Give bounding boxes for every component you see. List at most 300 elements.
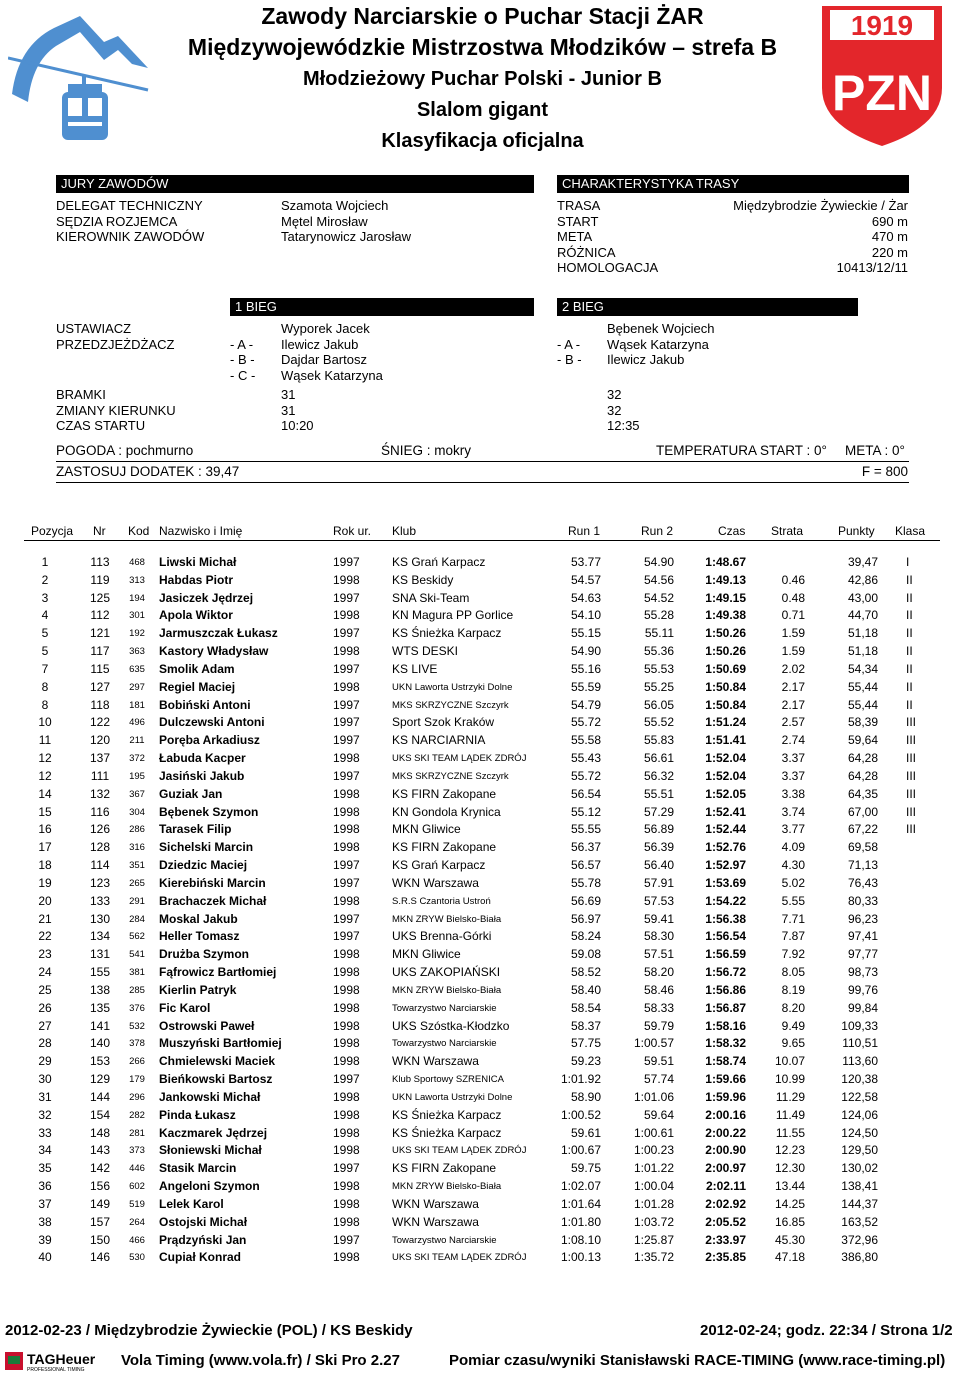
table-cell: 114 bbox=[90, 858, 110, 873]
table-cell: 1:56.54 bbox=[705, 929, 746, 944]
results-header bbox=[24, 522, 940, 541]
table-row bbox=[24, 661, 940, 679]
table-cell: 129,50 bbox=[841, 1143, 878, 1158]
table-cell: 54.10 bbox=[570, 608, 601, 623]
table-cell: 59.75 bbox=[570, 1161, 601, 1176]
table-cell: Ostojski Michał bbox=[159, 1214, 248, 1229]
table-cell: WKN Warszawa bbox=[392, 1214, 479, 1229]
run1-turns: 31 bbox=[281, 402, 296, 418]
table-cell: 115 bbox=[90, 661, 110, 676]
table-cell: 56.32 bbox=[643, 768, 674, 783]
table-cell: 51,18 bbox=[847, 644, 878, 659]
table-cell: 98,73 bbox=[847, 965, 878, 980]
table-cell: 1:54.22 bbox=[705, 893, 746, 908]
table-cell: 2:02.11 bbox=[705, 1179, 746, 1194]
table-cell: Lelek Karol bbox=[159, 1196, 224, 1211]
table-cell: 602 bbox=[129, 1181, 145, 1193]
table-cell: 1:50.84 bbox=[705, 697, 746, 712]
table-cell: 27 bbox=[38, 1018, 52, 1033]
table-cell: 55.53 bbox=[643, 661, 674, 676]
table-row bbox=[24, 750, 940, 768]
table-cell: 296 bbox=[129, 1091, 145, 1103]
table-cell: 155 bbox=[89, 965, 111, 980]
table-cell: Towarzystwo Narciarskie bbox=[392, 1234, 497, 1246]
table-cell: 55.72 bbox=[570, 768, 601, 783]
table-cell: 17 bbox=[38, 840, 52, 855]
table-cell: Liwski Michał bbox=[159, 555, 237, 569]
table-cell: II bbox=[906, 679, 913, 694]
table-cell: 1:00.67 bbox=[560, 1143, 601, 1158]
table-cell: 126 bbox=[89, 822, 111, 837]
table-cell: 156 bbox=[89, 1179, 111, 1194]
table-cell: 2:00.90 bbox=[705, 1143, 746, 1158]
table-cell: 1:52.76 bbox=[705, 840, 746, 855]
table-cell: 4.30 bbox=[781, 858, 805, 873]
table-cell: 373 bbox=[129, 1145, 145, 1157]
table-cell: 123 bbox=[89, 875, 111, 890]
table-cell: 363 bbox=[129, 646, 145, 658]
divider bbox=[56, 461, 909, 462]
table-cell: UKS Brenna-Górki bbox=[392, 929, 492, 944]
run1-setter: Wyporek Jacek bbox=[281, 321, 370, 336]
table-cell: 59.41 bbox=[643, 911, 674, 926]
table-cell: 55.51 bbox=[643, 786, 674, 801]
table-cell: 313 bbox=[129, 574, 145, 586]
table-cell: 130,02 bbox=[841, 1161, 878, 1176]
course-label-2: META bbox=[557, 229, 593, 244]
run2-setter: Bębenek Wojciech bbox=[607, 321, 715, 336]
footer-print-info: 2012-02-24; godz. 22:34 / Strona 1/2 bbox=[700, 1322, 953, 1339]
table-row bbox=[24, 643, 940, 661]
table-cell: Fąfrowicz Bartłomiej bbox=[159, 965, 277, 980]
table-cell: Sport Szok Kraków bbox=[392, 715, 495, 730]
table-cell: 1:01.22 bbox=[633, 1161, 674, 1176]
table-cell: 1 bbox=[41, 555, 49, 569]
table-cell: 446 bbox=[129, 1163, 145, 1175]
table-row bbox=[24, 946, 940, 964]
table-cell: II bbox=[906, 590, 913, 605]
table-cell: 44,70 bbox=[847, 608, 878, 623]
divider bbox=[56, 482, 909, 483]
course-value-1: 690 m bbox=[871, 213, 908, 229]
pzn-shield-icon bbox=[818, 2, 946, 148]
table-cell: 97,77 bbox=[847, 947, 878, 962]
table-cell: 55,44 bbox=[847, 697, 878, 712]
table-cell: 125 bbox=[89, 590, 111, 605]
table-cell: 1:56.59 bbox=[705, 947, 746, 962]
table-cell: 55.55 bbox=[570, 822, 601, 837]
event-title: Zawody Narciarskie o Puchar Stacji ŻAR bbox=[261, 3, 704, 29]
table-cell: 29 bbox=[38, 1054, 52, 1069]
table-cell: MKS SKRZYCZNE Szczyrk bbox=[392, 770, 509, 782]
table-cell: Towarzystwo Narciarskie bbox=[392, 1038, 497, 1050]
table-cell: 137 bbox=[89, 751, 111, 766]
table-cell: 1:56.38 bbox=[705, 911, 746, 926]
table-cell: 2:35.85 bbox=[705, 1250, 746, 1265]
table-cell: 1:50.26 bbox=[705, 626, 746, 641]
table-cell: 56.05 bbox=[643, 697, 674, 712]
gates-label: BRAMKI bbox=[56, 387, 106, 402]
table-cell: II bbox=[906, 572, 913, 587]
table-cell: 1998 bbox=[333, 751, 360, 766]
table-row bbox=[24, 1178, 940, 1196]
table-cell: Chmielewski Maciek bbox=[159, 1054, 276, 1069]
table-cell: 59.64 bbox=[643, 1107, 674, 1122]
table-cell: 59.61 bbox=[570, 1125, 601, 1140]
table-cell: II bbox=[906, 626, 913, 641]
table-cell: 297 bbox=[129, 681, 145, 693]
table-cell: 59,64 bbox=[847, 733, 878, 748]
table-cell: 58.40 bbox=[570, 982, 601, 997]
tagheuer-logo bbox=[5, 1350, 115, 1372]
table-cell: 135 bbox=[89, 1000, 111, 1015]
table-cell: 1997 bbox=[333, 697, 360, 712]
table-cell: 2.57 bbox=[781, 715, 805, 730]
table-row bbox=[24, 821, 940, 839]
table-row bbox=[24, 1125, 940, 1143]
table-cell: UKS SKI TEAM LĄDEK ZDRÓJ bbox=[392, 1145, 527, 1157]
table-cell: Towarzystwo Narciarskie bbox=[392, 1002, 497, 1014]
col-time: Czas bbox=[718, 524, 746, 538]
course-value-0: Międzybrodzie Żywieckie / Żar bbox=[733, 198, 908, 213]
course-value-2: 470 m bbox=[871, 229, 908, 244]
table-cell: UKN Laworta Ustrzyki Dolne bbox=[392, 1091, 513, 1103]
table-cell: 12.23 bbox=[774, 1143, 805, 1158]
table-cell: Kierebiński Marcin bbox=[159, 875, 266, 890]
run2-bar: 2 BIEG bbox=[557, 298, 858, 316]
table-cell: Habdas Piotr bbox=[159, 572, 234, 587]
table-cell: 59.79 bbox=[643, 1018, 674, 1033]
run2-forerunner-a: Wąsek Katarzyna bbox=[607, 336, 709, 352]
table-cell: WKN Warszawa bbox=[392, 1196, 479, 1211]
run1-bar: 1 BIEG bbox=[230, 298, 534, 316]
table-cell: 42,86 bbox=[847, 572, 878, 587]
table-cell: 57.53 bbox=[643, 893, 674, 908]
table-cell: Apola Wiktor bbox=[159, 608, 233, 623]
table-cell: 53.77 bbox=[570, 555, 601, 569]
run1-forerunner-tag-b: - B - bbox=[230, 352, 255, 367]
table-cell: 58.20 bbox=[643, 965, 674, 980]
svg-text:TAGHeuer: TAGHeuer bbox=[27, 1351, 96, 1367]
table-cell: 35 bbox=[38, 1161, 52, 1176]
table-cell: Kierlin Patryk bbox=[159, 982, 237, 997]
table-cell: 2:00.22 bbox=[705, 1125, 746, 1140]
table-cell: 541 bbox=[129, 949, 145, 961]
table-cell: Tarasek Filip bbox=[159, 822, 232, 837]
table-cell: 378 bbox=[129, 1038, 145, 1050]
table-row bbox=[24, 572, 940, 590]
table-cell: 55.43 bbox=[570, 751, 601, 766]
table-cell: KS Śnieżka Karpacz bbox=[392, 1107, 502, 1122]
table-cell: KS Grań Karpacz bbox=[392, 555, 486, 569]
jury-label-1: SĘDZIA ROZJEMCA bbox=[56, 213, 178, 229]
course-label-0: TRASA bbox=[557, 198, 601, 213]
table-cell: 1998 bbox=[333, 840, 360, 855]
table-cell: 80,33 bbox=[847, 893, 878, 908]
table-row bbox=[24, 1089, 940, 1107]
col-name: Nazwisko i Imię bbox=[159, 524, 243, 538]
table-cell: 304 bbox=[129, 806, 145, 818]
table-cell: 32 bbox=[38, 1107, 52, 1122]
table-cell: 1998 bbox=[333, 1000, 360, 1015]
table-cell: 16.85 bbox=[774, 1214, 805, 1229]
table-cell: III bbox=[906, 768, 917, 783]
table-cell: 119 bbox=[90, 572, 110, 587]
table-cell: 1:00.57 bbox=[633, 1036, 674, 1051]
table-cell: 211 bbox=[129, 735, 145, 747]
run1-forerunner-tag-a: - A - bbox=[230, 336, 254, 352]
table-cell: 55.15 bbox=[570, 626, 601, 641]
table-cell: 1:25.87 bbox=[633, 1232, 674, 1247]
table-cell: 1:49.13 bbox=[705, 572, 746, 587]
table-cell: 55.72 bbox=[570, 715, 601, 730]
table-cell: 1997 bbox=[333, 555, 360, 569]
table-cell: 118 bbox=[90, 697, 110, 712]
table-cell: 26 bbox=[38, 1000, 52, 1015]
table-cell: 54.90 bbox=[643, 555, 674, 569]
run1-start-time: 10:20 bbox=[281, 418, 314, 433]
table-cell: 57.51 bbox=[643, 947, 674, 962]
table-cell: 14 bbox=[38, 786, 52, 801]
championship-title: Międzywojewódzkie Mistrzostwa Młodzików – strefa B bbox=[187, 34, 778, 60]
table-cell: 55.11 bbox=[644, 626, 674, 641]
table-cell: 34 bbox=[38, 1143, 52, 1158]
table-cell: 33 bbox=[38, 1125, 52, 1140]
svg-text:1919: 1919 bbox=[850, 10, 914, 41]
jury-value-1: Mętel Mirosław bbox=[281, 213, 368, 229]
table-cell: 47.18 bbox=[774, 1250, 805, 1265]
table-cell: 8.05 bbox=[781, 965, 805, 980]
course-value-3: 220 m bbox=[871, 244, 908, 260]
col-run2: Run 2 bbox=[641, 524, 674, 538]
jury-label-0: DELEGAT TECHNICZNY bbox=[56, 198, 203, 213]
table-cell: 56.39 bbox=[643, 840, 674, 855]
table-cell: 57.75 bbox=[570, 1036, 601, 1051]
table-cell: 71,13 bbox=[847, 858, 878, 873]
table-cell: 134 bbox=[89, 929, 111, 944]
table-cell: 54.57 bbox=[570, 572, 601, 587]
table-cell: 1997 bbox=[333, 1072, 360, 1087]
table-cell: 43,00 bbox=[847, 590, 878, 605]
run2-gates: 32 bbox=[607, 387, 622, 402]
table-row bbox=[24, 697, 940, 715]
table-row bbox=[24, 1053, 940, 1071]
jury-bar: JURY ZAWODÓW bbox=[56, 175, 534, 193]
table-cell: 15 bbox=[38, 804, 52, 819]
course-label-1: START bbox=[557, 213, 599, 229]
table-cell: 1997 bbox=[333, 911, 360, 926]
table-row bbox=[24, 928, 940, 946]
table-cell: 1998 bbox=[333, 572, 360, 587]
table-cell: 57.74 bbox=[643, 1072, 674, 1087]
table-cell: 1.59 bbox=[781, 626, 805, 641]
table-cell: 96,23 bbox=[847, 911, 878, 926]
table-cell: 64,28 bbox=[847, 768, 878, 783]
table-cell: 1997 bbox=[333, 858, 360, 873]
run2-forerunner-tag-b: - B - bbox=[557, 352, 582, 367]
table-cell: 5.02 bbox=[781, 875, 805, 890]
table-row bbox=[24, 911, 940, 929]
table-cell: 54.56 bbox=[643, 572, 674, 587]
table-cell: 1:56.72 bbox=[705, 965, 746, 980]
run1-gates: 31 bbox=[281, 387, 296, 402]
table-cell: 12 bbox=[38, 751, 52, 766]
table-cell: 2:00.97 bbox=[705, 1161, 746, 1176]
table-cell: 142 bbox=[89, 1161, 111, 1176]
table-cell: Kastory Władysław bbox=[159, 644, 269, 659]
table-cell: 55.25 bbox=[643, 679, 674, 694]
table-cell: Guziak Jan bbox=[159, 786, 223, 801]
table-cell: 138,41 bbox=[841, 1179, 878, 1194]
table-cell: 58.52 bbox=[570, 965, 601, 980]
table-cell: 1998 bbox=[333, 1143, 360, 1158]
table-row bbox=[24, 625, 940, 643]
table-cell: 1:00.61 bbox=[633, 1125, 674, 1140]
forerunner-label: PRZEDZJEŻDŻACZ bbox=[56, 336, 175, 352]
table-cell: 1:03.72 bbox=[633, 1214, 674, 1229]
table-cell: 372 bbox=[129, 753, 145, 765]
table-cell: 1998 bbox=[333, 893, 360, 908]
table-cell: 10.07 bbox=[774, 1054, 805, 1069]
table-cell: 367 bbox=[129, 788, 145, 800]
table-cell: Słoniewski Michał bbox=[159, 1143, 262, 1158]
table-cell: 2.02 bbox=[781, 661, 805, 676]
table-cell: 18 bbox=[38, 858, 52, 873]
table-cell: 59.23 bbox=[570, 1054, 601, 1069]
table-cell: 8.19 bbox=[781, 982, 805, 997]
table-cell: Heller Tomasz bbox=[159, 929, 240, 944]
run1-forerunner-b: Dajdar Bartosz bbox=[281, 352, 367, 367]
table-row bbox=[24, 1160, 940, 1178]
table-row bbox=[24, 1249, 940, 1267]
svg-text:PZN: PZN bbox=[832, 65, 932, 121]
table-cell: 0.48 bbox=[781, 590, 805, 605]
table-cell: Klub Sportowy SZRENICA bbox=[392, 1074, 504, 1086]
table-row bbox=[24, 964, 940, 982]
course-label-3: RÓŻNICA bbox=[557, 244, 616, 260]
table-cell: 1997 bbox=[333, 929, 360, 944]
table-cell: 1997 bbox=[333, 1232, 360, 1247]
col-club: Klub bbox=[392, 524, 417, 538]
col-bib: Nr bbox=[93, 524, 106, 538]
table-cell: 1997 bbox=[333, 626, 360, 641]
table-cell: KS Śnieżka Karpacz bbox=[392, 626, 502, 641]
table-cell: 4.09 bbox=[781, 840, 805, 855]
table-cell: Bobiński Antoni bbox=[159, 697, 251, 712]
table-cell: 132 bbox=[89, 786, 111, 801]
table-row bbox=[24, 893, 940, 911]
table-cell: 181 bbox=[129, 699, 145, 711]
table-cell: UKS SKI TEAM LĄDEK ZDRÓJ bbox=[392, 1252, 527, 1264]
tagheuer-icon bbox=[5, 1350, 115, 1372]
table-cell: 635 bbox=[129, 663, 145, 675]
table-cell: Łabuda Kacper bbox=[159, 751, 246, 766]
table-cell: 7.92 bbox=[781, 947, 805, 962]
table-cell: 138 bbox=[89, 982, 111, 997]
table-cell: 1:00.23 bbox=[633, 1143, 674, 1158]
table-cell: Jankowski Michał bbox=[159, 1089, 261, 1104]
table-cell: Sichelski Marcin bbox=[159, 840, 254, 855]
table-cell: 1:52.44 bbox=[705, 822, 746, 837]
footer-software: Vola Timing (www.vola.fr) / Ski Pro 2.27 bbox=[121, 1352, 400, 1369]
table-cell: MKN ZRYW Bielsko-Biała bbox=[392, 984, 502, 996]
table-cell: WKN Warszawa bbox=[392, 1054, 479, 1069]
table-cell: 21 bbox=[38, 911, 52, 926]
table-cell: 1998 bbox=[333, 1018, 360, 1033]
table-cell: Cupiał Konrad bbox=[159, 1250, 242, 1265]
table-cell: 150 bbox=[89, 1232, 111, 1247]
table-cell: 1998 bbox=[333, 965, 360, 980]
table-cell: 9.49 bbox=[781, 1018, 805, 1033]
table-cell: 124,50 bbox=[841, 1125, 878, 1140]
table-cell: 55.12 bbox=[570, 804, 601, 819]
table-cell: 195 bbox=[129, 770, 145, 782]
table-cell: 266 bbox=[129, 1056, 145, 1068]
table-cell: 58.37 bbox=[570, 1018, 601, 1033]
table-cell: 153 bbox=[89, 1054, 111, 1069]
table-cell: 466 bbox=[129, 1234, 145, 1246]
table-cell: 1:00.04 bbox=[633, 1179, 674, 1194]
table-cell: 64,35 bbox=[847, 786, 878, 801]
table-cell: 1998 bbox=[333, 1089, 360, 1104]
table-cell: 56.37 bbox=[570, 840, 601, 855]
table-cell: 7.71 bbox=[781, 911, 805, 926]
table-row bbox=[24, 982, 940, 1000]
table-cell: Kaczmarek Jędrzej bbox=[159, 1125, 268, 1140]
table-cell: 122 bbox=[89, 715, 111, 730]
table-cell: Stasik Marcin bbox=[159, 1161, 237, 1176]
table-cell: 7.87 bbox=[781, 929, 805, 944]
table-cell: 121 bbox=[89, 626, 111, 641]
table-cell: 1998 bbox=[333, 1250, 360, 1265]
table-cell: 1997 bbox=[333, 1161, 360, 1176]
table-cell: Poręba Arkadiusz bbox=[159, 733, 260, 748]
table-cell: 1:58.32 bbox=[705, 1036, 746, 1051]
table-cell: 1997 bbox=[333, 590, 360, 605]
table-cell: 3.37 bbox=[781, 751, 805, 766]
table-cell: 562 bbox=[129, 931, 145, 943]
table-cell: 1:59.66 bbox=[705, 1072, 746, 1087]
table-cell: Fic Karol bbox=[159, 1000, 211, 1015]
table-cell: 11 bbox=[38, 733, 52, 748]
table-cell: 1:51.41 bbox=[705, 733, 746, 748]
course-label-4: HOMOLOGACJA bbox=[557, 260, 659, 275]
setter-label: USTAWIACZ bbox=[56, 321, 132, 336]
table-cell: 97,41 bbox=[847, 929, 878, 944]
table-cell: 10.99 bbox=[774, 1072, 805, 1087]
table-cell: 386,80 bbox=[841, 1250, 878, 1265]
table-cell: 129 bbox=[89, 1072, 111, 1087]
table-cell: 1:35.72 bbox=[633, 1250, 674, 1265]
table-cell: 1997 bbox=[333, 715, 360, 730]
table-cell: 64,28 bbox=[847, 751, 878, 766]
table-row bbox=[24, 607, 940, 625]
table-cell: 1:01.64 bbox=[560, 1196, 601, 1211]
table-cell: 1997 bbox=[333, 768, 360, 783]
table-cell: 22 bbox=[38, 929, 52, 944]
table-cell: 10 bbox=[38, 715, 52, 730]
turns-label: ZMIANY KIERUNKU bbox=[56, 402, 176, 418]
table-cell: 1:48.67 bbox=[705, 555, 746, 569]
table-cell: 154 bbox=[89, 1107, 111, 1122]
table-row bbox=[24, 679, 940, 697]
table-cell: 54.52 bbox=[643, 590, 674, 605]
table-row bbox=[24, 857, 940, 875]
table-cell: 57.91 bbox=[643, 875, 674, 890]
table-cell: 301 bbox=[129, 610, 145, 622]
table-cell: 3.77 bbox=[781, 822, 805, 837]
table-cell: 1:58.74 bbox=[705, 1054, 746, 1069]
